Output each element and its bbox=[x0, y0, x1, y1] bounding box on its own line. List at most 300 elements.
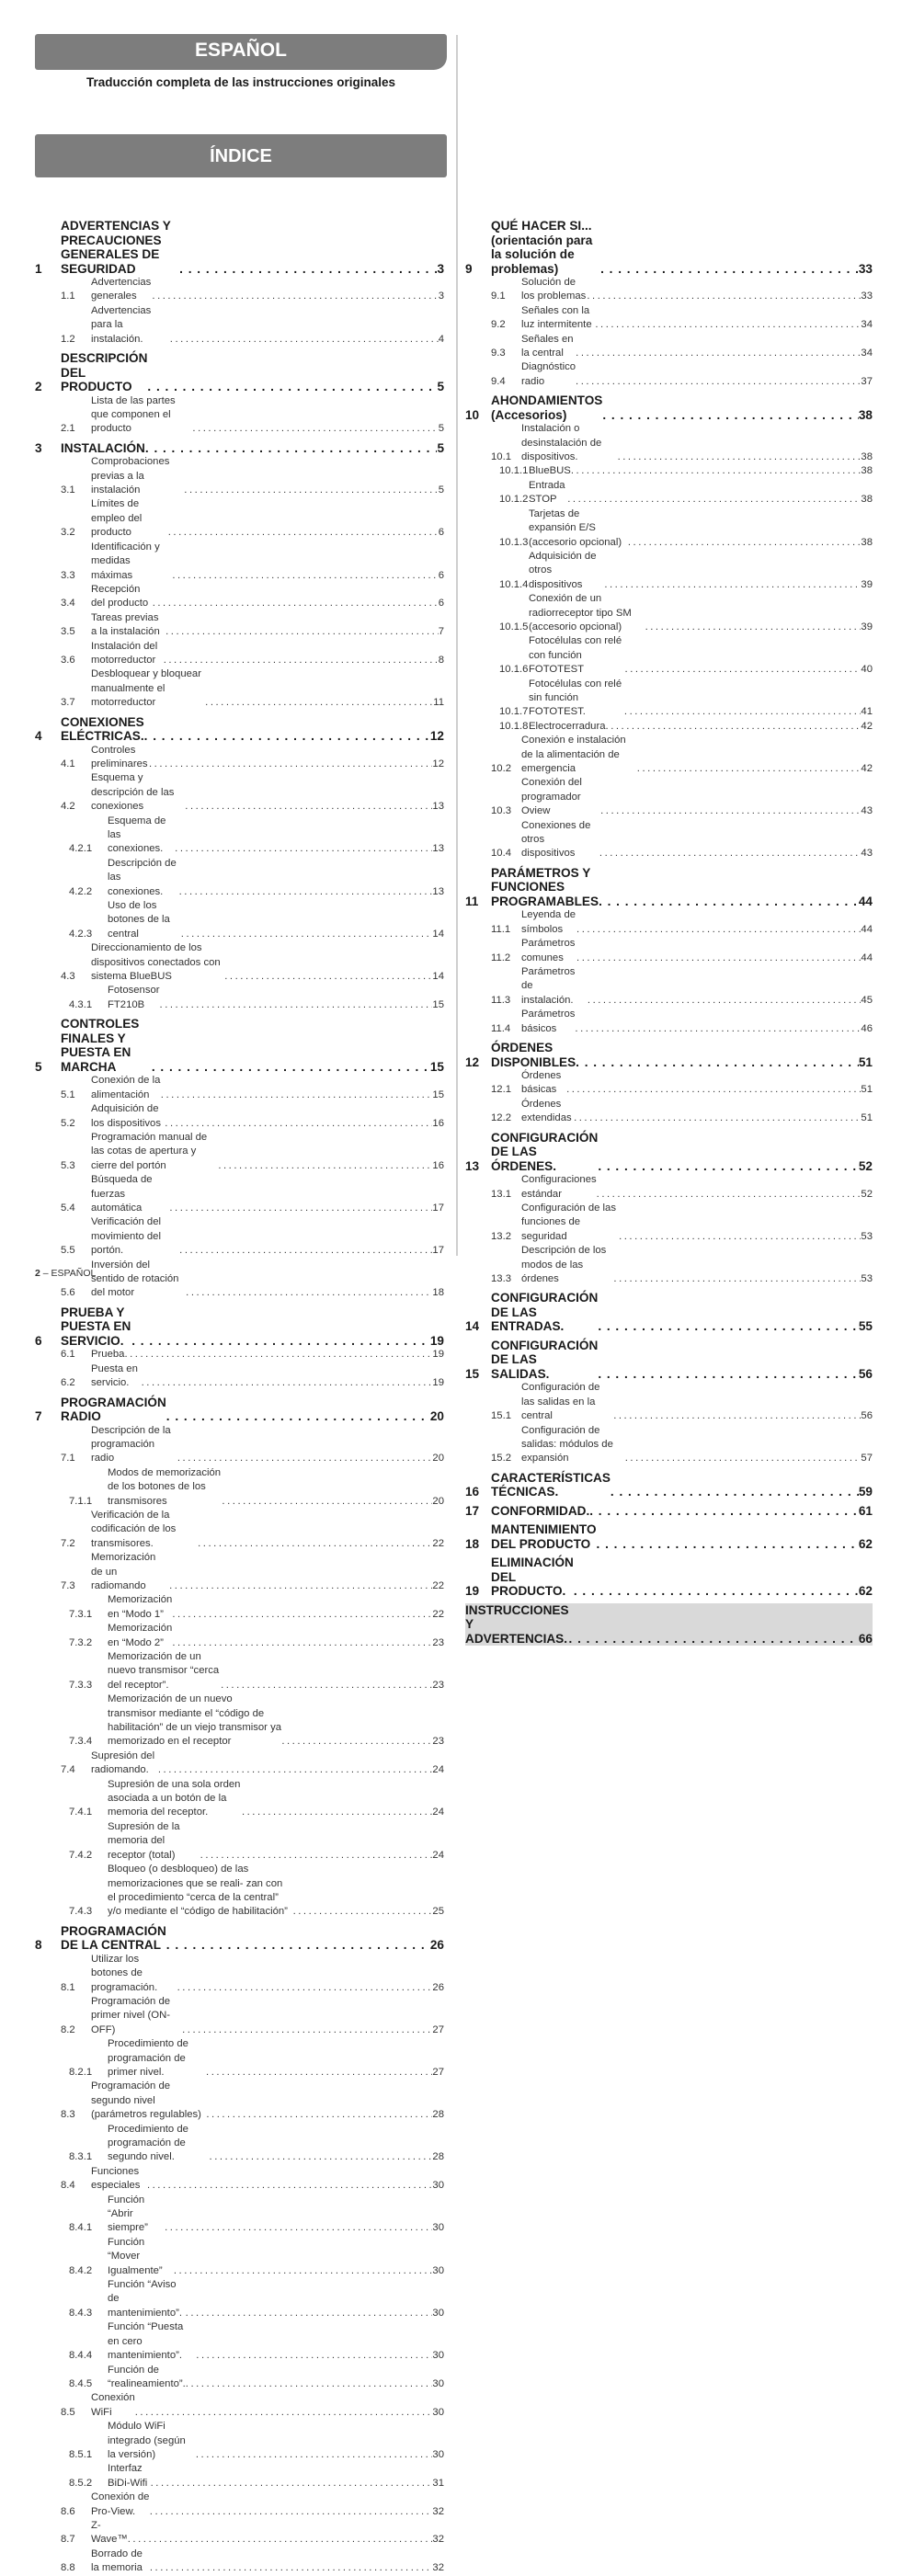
toc-entry[interactable] bbox=[35, 1305, 444, 1349]
toc-entry[interactable] bbox=[35, 1424, 444, 1466]
toc-entry[interactable] bbox=[465, 393, 873, 422]
toc-entry-number: 7.3.2 bbox=[69, 1636, 93, 1648]
toc-entry-title: Tarjetas de expansión E/S (accesorio opcional) bbox=[529, 507, 622, 548]
toc-leader-dots bbox=[218, 1159, 432, 1173]
toc-entry-page: 53 bbox=[861, 1230, 873, 1242]
toc-entry-page: 5 bbox=[437, 380, 444, 394]
toc-entry-number: 3.7 bbox=[61, 697, 75, 709]
toc-leader-dots bbox=[169, 1579, 432, 1593]
toc-leader-dots bbox=[128, 2533, 433, 2547]
toc-leader-dots bbox=[182, 2023, 432, 2037]
toc-entry-title: Prueba bbox=[91, 1349, 125, 1361]
toc-entry-number: 8.5.1 bbox=[69, 2448, 93, 2460]
toc-entry[interactable] bbox=[35, 1650, 444, 1693]
toc-entry-title: Fotocélulas con relé con función FOTOTEST bbox=[529, 635, 622, 676]
toc-entry-number: 17 bbox=[465, 1503, 480, 1518]
toc-entry-number: 11.3 bbox=[491, 994, 511, 1006]
toc-entry-title: ADVERTENCIAS Y PRECAUCIONES GENERALES DE SEGURIDAD bbox=[61, 219, 171, 276]
toc-entry-number: 10.1.8 bbox=[499, 720, 529, 732]
toc-entry-number: 10 bbox=[465, 407, 480, 422]
toc-entry[interactable] bbox=[35, 1362, 444, 1391]
toc-entry-title: Conexiones de otros dispositivos bbox=[521, 819, 591, 860]
toc-leader-dots bbox=[169, 1202, 432, 1215]
toc-entry-number: 7 bbox=[35, 1409, 42, 1423]
toc-entry-page: 17 bbox=[432, 1202, 444, 1214]
toc-leader-dots bbox=[165, 1117, 432, 1131]
toc-entry-title: Direccionamiento de los dispositivos conectados con sistema BlueBUS bbox=[91, 942, 221, 983]
toc-entry[interactable] bbox=[35, 1863, 444, 1920]
toc-entry-number: 5.6 bbox=[61, 1287, 75, 1299]
toc-entry-title: INSTALACIÓN bbox=[61, 440, 145, 455]
toc-leader-dots bbox=[131, 1334, 430, 1349]
toc-entry[interactable] bbox=[35, 441, 444, 456]
toc-leader-dots bbox=[147, 2179, 432, 2193]
toc-leader-dots bbox=[152, 290, 438, 303]
toc-entry-title: PARÁMETROS Y FUNCIONES PROGRAMABLES bbox=[491, 865, 599, 908]
toc-leader-dots bbox=[571, 464, 862, 478]
toc-entry-number: 15.2 bbox=[491, 1453, 511, 1465]
toc-leader-dots bbox=[575, 1022, 861, 1036]
toc-entry-number: 8.5 bbox=[61, 2406, 75, 2418]
toc-entry[interactable] bbox=[35, 1509, 444, 1551]
toc-entry-number: 9.1 bbox=[491, 291, 506, 302]
toc-entry-page: 51 bbox=[858, 1054, 873, 1069]
toc-entry[interactable] bbox=[465, 507, 873, 550]
toc-entry[interactable] bbox=[35, 1173, 444, 1215]
toc-entry-title: ÓRDENES DISPONIBLES bbox=[491, 1041, 576, 1069]
toc-entry-page: 8 bbox=[438, 654, 444, 666]
toc-entry[interactable] bbox=[35, 1622, 444, 1650]
toc-leader-dots bbox=[150, 2561, 433, 2575]
toc-entry[interactable] bbox=[35, 2391, 444, 2420]
toc-leader-dots bbox=[149, 758, 432, 771]
toc-entry-page: 44 bbox=[861, 923, 873, 935]
toc-entry-number: 16 bbox=[465, 1485, 480, 1499]
toc-entry-number: 4.2.1 bbox=[69, 843, 93, 855]
toc-entry[interactable] bbox=[465, 1041, 873, 1069]
toc-entry-title: Programación manual de las cotas de apertura y cierre del portón bbox=[91, 1131, 208, 1171]
toc-entry[interactable] bbox=[35, 1466, 444, 1509]
toc-entry[interactable] bbox=[35, 941, 444, 984]
toc-entry[interactable] bbox=[35, 2320, 444, 2363]
toc-entry-number: 8.4.3 bbox=[69, 2307, 93, 2319]
toc-entry[interactable] bbox=[465, 678, 873, 720]
toc-entry-title: Descripción de las conexiones. bbox=[108, 857, 177, 897]
toc-entry-title: Esquema y descripción de las conexiones bbox=[91, 772, 175, 813]
toc-entry[interactable] bbox=[465, 592, 873, 634]
toc-entry-number: 7.4.3 bbox=[69, 1906, 93, 1918]
toc-leader-dots bbox=[606, 720, 862, 734]
toc-entry[interactable] bbox=[35, 497, 444, 540]
toc-entry-number: 11.1 bbox=[491, 923, 511, 935]
toc-entry-page: 18 bbox=[432, 1287, 444, 1299]
toc-entry-page: 20 bbox=[432, 1495, 444, 1507]
toc-entry-page: 23 bbox=[432, 1636, 444, 1648]
toc-entry[interactable] bbox=[35, 351, 444, 394]
toc-entry-title: Inversión del sentido de rotación del motor bbox=[91, 1259, 179, 1299]
toc-entry[interactable] bbox=[35, 857, 444, 899]
toc-entry[interactable] bbox=[465, 304, 873, 333]
toc-entry-title: Parámetros básicos bbox=[521, 1009, 576, 1034]
toc-entry-page: 30 bbox=[432, 2222, 444, 2234]
toc-entry[interactable] bbox=[35, 1215, 444, 1258]
page-footer bbox=[35, 1268, 96, 1279]
toc-entry-number: 10.1.4 bbox=[499, 578, 529, 590]
toc-entry[interactable] bbox=[35, 2462, 444, 2491]
toc-entry-number: 7.4 bbox=[61, 1764, 75, 1776]
toc-entry-page: 23 bbox=[432, 1736, 444, 1748]
toc-entry[interactable] bbox=[35, 2420, 444, 2462]
toc-entry[interactable] bbox=[35, 1953, 444, 1995]
toc-entry[interactable] bbox=[465, 1504, 873, 1519]
toc-entry[interactable] bbox=[35, 304, 444, 347]
toc-leader-dots bbox=[602, 408, 859, 423]
toc-leader-dots bbox=[599, 847, 862, 861]
toc-leader-dots bbox=[598, 1319, 859, 1334]
toc-entry-page: 11 bbox=[433, 697, 444, 709]
toc-entry[interactable] bbox=[35, 1693, 444, 1750]
toc-leader-dots bbox=[152, 1060, 430, 1075]
toc-entry[interactable] bbox=[465, 1069, 873, 1098]
toc-entry-page: 30 bbox=[432, 2406, 444, 2418]
toc-entry[interactable] bbox=[465, 479, 873, 507]
toc-entry[interactable] bbox=[35, 1750, 444, 1778]
toc-entry-number: 4.3 bbox=[61, 971, 75, 983]
toc-entry-number: 11.4 bbox=[491, 1022, 511, 1034]
toc-entry-page: 6 bbox=[438, 598, 444, 610]
toc-entry[interactable] bbox=[465, 550, 873, 592]
toc-leader-dots bbox=[165, 625, 439, 639]
toc-entry[interactable] bbox=[35, 1017, 444, 1074]
toc-leader-dots bbox=[170, 333, 439, 347]
toc-entry-page: 55 bbox=[858, 1319, 873, 1334]
toc-entry[interactable] bbox=[35, 2519, 444, 2548]
toc-entry-page: 26 bbox=[429, 1938, 444, 1953]
toc-entry-page: 39 bbox=[861, 621, 873, 633]
toc-entry-page: 19 bbox=[429, 1333, 444, 1348]
toc-entry[interactable] bbox=[465, 1008, 873, 1036]
toc-leader-dots bbox=[625, 663, 862, 677]
toc-entry[interactable] bbox=[35, 1074, 444, 1102]
toc-entry[interactable] bbox=[465, 1173, 873, 1202]
toc-entry[interactable] bbox=[35, 1995, 444, 2037]
toc-entry[interactable] bbox=[35, 984, 444, 1012]
toc-entry[interactable] bbox=[35, 1820, 444, 1863]
toc-leader-dots bbox=[166, 1938, 430, 1953]
toc-leader-dots bbox=[161, 1089, 433, 1102]
toc-entry[interactable] bbox=[35, 2236, 444, 2278]
language-banner: ESPAÑOL bbox=[35, 34, 447, 70]
toc-entry-number: 13 bbox=[465, 1158, 480, 1173]
toc-leader-dots bbox=[179, 262, 437, 277]
toc-entry-number: 5.5 bbox=[61, 1245, 75, 1257]
toc-entry-title: Controles preliminares bbox=[91, 744, 148, 769]
toc-entry[interactable] bbox=[465, 1244, 873, 1286]
toc-entry-title: Configuración de las salidas en la central bbox=[521, 1382, 600, 1422]
toc-entry-page: 12 bbox=[429, 729, 444, 744]
toc-entry[interactable] bbox=[35, 455, 444, 497]
toc-leader-dots bbox=[574, 1584, 859, 1599]
toc-leader-dots bbox=[142, 1376, 433, 1390]
toc-entry[interactable] bbox=[465, 1131, 873, 1174]
toc-entry[interactable] bbox=[465, 422, 873, 464]
toc-entry-title: Adquisición de otros dispositivos bbox=[529, 550, 597, 590]
toc-entry-number: 2.1 bbox=[61, 423, 75, 435]
toc-leader-dots bbox=[597, 1537, 859, 1552]
toc-entry-page: 27 bbox=[432, 2066, 444, 2078]
toc-leader-dots bbox=[192, 422, 438, 436]
toc-entry-number: 7.1 bbox=[61, 1453, 75, 1465]
toc-entry-title: Bloqueo (o desbloqueo) de las memorizaciones que se reali- zan con el procedimiento “cerca de la central” y/o mediante el “código de habilitación” bbox=[108, 1864, 288, 1918]
toc-entry-title: Configuración de las funciones de seguridad bbox=[521, 1202, 616, 1242]
toc-entry[interactable] bbox=[465, 720, 873, 734]
toc-entry[interactable] bbox=[465, 734, 873, 776]
toc-entry[interactable] bbox=[35, 899, 444, 941]
toc-entry-title: Funciones especiales bbox=[91, 2165, 141, 2192]
toc-entry[interactable] bbox=[35, 1102, 444, 1131]
toc-entry-page: 61 bbox=[858, 1503, 873, 1518]
toc-entry[interactable] bbox=[35, 1593, 444, 1622]
toc-entry[interactable] bbox=[465, 1339, 873, 1382]
toc-leader-dots bbox=[600, 804, 861, 818]
toc-entry-page: 23 bbox=[432, 1679, 444, 1691]
toc-entry[interactable] bbox=[465, 1556, 873, 1599]
toc-entry-number: 9.3 bbox=[491, 348, 506, 359]
toc-entry-page: 56 bbox=[861, 1410, 873, 1422]
toc-entry-title: Advertencias generales bbox=[91, 277, 152, 302]
toc-entry-title: DESCRIPCIÓN DEL PRODUCTO bbox=[61, 351, 148, 394]
toc-entry-title: Conexión de un radiorreceptor tipo SM (accesorio opcional) bbox=[529, 593, 632, 633]
toc-entry-title: BlueBUS bbox=[529, 465, 571, 477]
toc-entry-page: 53 bbox=[861, 1272, 873, 1284]
toc-entry-number: 8.4 bbox=[61, 2180, 75, 2192]
toc-entry-title: Verificación del movimiento del portón. bbox=[91, 1216, 161, 1257]
toc-entry[interactable] bbox=[465, 965, 873, 1008]
toc-entry[interactable] bbox=[465, 333, 873, 361]
toc-entry[interactable] bbox=[35, 1131, 444, 1173]
toc-entry-title: Comprobaciones previas a la instalación bbox=[91, 456, 170, 496]
toc-entry[interactable] bbox=[35, 771, 444, 814]
toc-entry[interactable] bbox=[35, 1551, 444, 1593]
toc-entry-page: 30 bbox=[432, 2264, 444, 2276]
toc-entry-number: 7.3.1 bbox=[69, 1608, 93, 1620]
toc-entry-page: 31 bbox=[432, 2477, 444, 2489]
toc-leader-dots bbox=[625, 1452, 862, 1465]
toc-entry-page: 33 bbox=[861, 291, 873, 302]
toc-leader-dots bbox=[196, 2349, 432, 2363]
toc-entry[interactable] bbox=[465, 1291, 873, 1334]
toc-entry[interactable] bbox=[35, 541, 444, 583]
toc-entry-number: 11.2 bbox=[491, 952, 511, 963]
toc-entry[interactable] bbox=[465, 937, 873, 965]
toc-entry-number: 10.4 bbox=[491, 848, 511, 860]
toc-entry-title: Función de “realineamiento”. bbox=[108, 2364, 186, 2389]
toc-entry-title: Función “Mover Igualmente” bbox=[108, 2236, 163, 2276]
toc-entry-page: 16 bbox=[432, 1117, 444, 1129]
toc-leader-dots bbox=[151, 2477, 433, 2491]
toc-entry-number: 8.4.2 bbox=[69, 2264, 93, 2276]
toc-entry-page: 44 bbox=[861, 952, 873, 963]
toc-entry-title: Advertencias para la instalación. bbox=[91, 304, 152, 345]
toc-entry[interactable] bbox=[35, 2194, 444, 2236]
toc-entry[interactable] bbox=[35, 2165, 444, 2194]
toc-entry-page: 52 bbox=[858, 1158, 873, 1173]
toc-entry-title: Fotosensor FT210B bbox=[108, 985, 160, 1010]
toc-entry[interactable] bbox=[465, 1202, 873, 1244]
toc-entry[interactable] bbox=[35, 2080, 444, 2122]
toc-entry[interactable] bbox=[465, 634, 873, 677]
toc-entry[interactable] bbox=[35, 2548, 444, 2576]
toc-entry-number: 1.1 bbox=[61, 291, 75, 302]
toc-entry[interactable] bbox=[465, 1471, 873, 1499]
toc-entry[interactable] bbox=[35, 815, 444, 857]
toc-entry[interactable] bbox=[35, 2364, 444, 2392]
toc-entry-title: Órdenes básicas bbox=[521, 1070, 562, 1096]
toc-entry-page: 13 bbox=[432, 801, 444, 813]
toc-entry-title: Instalación o desinstalación de dispositivos. bbox=[521, 423, 602, 463]
toc-entry-title: Solución de los problemas bbox=[521, 277, 587, 302]
toc-entry[interactable] bbox=[35, 640, 444, 668]
toc-leader-dots bbox=[588, 994, 862, 1008]
toc-leader-dots bbox=[186, 2377, 433, 2391]
toc-entry[interactable] bbox=[35, 1924, 444, 1953]
toc-leader-dots bbox=[145, 441, 438, 456]
toc-entry-title: Supresión del radiomando. bbox=[91, 1750, 155, 1776]
toc-entry-title: Descripción de los modos de las órdenes bbox=[521, 1245, 607, 1284]
toc-entry[interactable] bbox=[35, 2123, 444, 2165]
toc-entry[interactable] bbox=[465, 908, 873, 937]
toc-entry-number: 13.3 bbox=[491, 1272, 511, 1284]
toc-entry-number: 11 bbox=[465, 894, 479, 908]
toc-entry-page: 5 bbox=[437, 440, 444, 455]
toc-entry-number: 8.2 bbox=[61, 2023, 75, 2035]
toc-entry-number: 8.5.2 bbox=[69, 2477, 93, 2489]
toc-entry[interactable] bbox=[35, 715, 444, 744]
toc-entry-title: Entrada STOP bbox=[529, 479, 565, 506]
toc-leader-dots bbox=[624, 705, 862, 719]
toc-leader-dots bbox=[135, 2406, 433, 2420]
toc-entry-title: Supresión de una sola orden asociada a un botón de la memoria del receptor. bbox=[108, 1778, 241, 1818]
toc-leader-dots bbox=[600, 262, 859, 277]
toc-entry-number: 8.4.1 bbox=[69, 2222, 93, 2234]
toc-leader-dots bbox=[150, 2505, 433, 2519]
toc-entry[interactable] bbox=[35, 744, 444, 772]
toc-leader-dots bbox=[221, 1679, 432, 1693]
toc-entry-number: 4 bbox=[35, 729, 42, 744]
toc-left-column bbox=[35, 214, 444, 2576]
toc-entry[interactable] bbox=[465, 866, 873, 909]
toc-entry[interactable] bbox=[465, 464, 873, 478]
toc-entry[interactable] bbox=[35, 667, 444, 710]
toc-leader-dots bbox=[222, 1495, 432, 1509]
toc-entry[interactable] bbox=[465, 1424, 873, 1466]
toc-leader-dots bbox=[160, 998, 433, 1012]
toc-entry-title: Instalación del motorreductor bbox=[91, 640, 158, 666]
toc-leader-dots bbox=[179, 885, 433, 899]
toc-leader-dots bbox=[186, 2307, 433, 2320]
toc-entry-title: Fotocélulas con relé sin función FOTOTEST. bbox=[529, 678, 622, 718]
toc-entry-title: Parámetros comunes bbox=[521, 938, 576, 963]
toc-entry[interactable] bbox=[465, 776, 873, 818]
toc-entry-title: Recepción del producto bbox=[91, 583, 149, 610]
toc-entry-title: CONEXIONES ELÉCTRICAS. bbox=[61, 714, 144, 744]
toc-entry[interactable] bbox=[35, 1259, 444, 1301]
toc-leader-dots bbox=[618, 450, 862, 464]
toc-entry-page: 30 bbox=[432, 2307, 444, 2319]
toc-entry[interactable] bbox=[465, 1098, 873, 1126]
toc-entry-number: 5.1 bbox=[61, 1089, 75, 1100]
toc-entry[interactable] bbox=[35, 1348, 444, 1362]
toc-entry-title: Descripción de la programación radio bbox=[91, 1424, 171, 1465]
toc-entry[interactable] bbox=[35, 2491, 444, 2519]
toc-entry-page: 5 bbox=[438, 423, 444, 435]
toc-entry-number: 7.4.1 bbox=[69, 1807, 93, 1818]
toc-entry-title: Procedimiento de programación de segundo nivel. bbox=[108, 2123, 188, 2163]
toc-entry[interactable] bbox=[35, 219, 444, 276]
toc-entry[interactable] bbox=[35, 1778, 444, 1820]
toc-leader-dots bbox=[576, 347, 861, 360]
toc-entry[interactable] bbox=[465, 1522, 873, 1551]
toc-entry[interactable] bbox=[465, 219, 873, 276]
toc-entry-page: 45 bbox=[861, 994, 873, 1006]
toc-entry[interactable] bbox=[35, 611, 444, 640]
toc-entry-number: 10.1.1 bbox=[499, 465, 529, 477]
toc-leader-dots bbox=[628, 536, 862, 550]
toc-leader-dots bbox=[595, 318, 861, 332]
toc-entry-number: 3.1 bbox=[61, 484, 75, 496]
toc-entry-title: Lista de las partes que componen el producto bbox=[91, 394, 176, 435]
toc-entry-number: 7.2 bbox=[61, 1537, 75, 1549]
toc-entry-page: 57 bbox=[861, 1453, 873, 1465]
toc-entry-page: 46 bbox=[861, 1022, 873, 1034]
toc-entry[interactable] bbox=[465, 276, 873, 304]
toc-entry-title: Esquema de las conexiones. bbox=[108, 815, 166, 855]
toc-entry-title: Conexión del programador Oview bbox=[521, 777, 582, 817]
toc-entry-page: 6 bbox=[438, 527, 444, 539]
toc-entry[interactable] bbox=[35, 394, 444, 437]
toc-leader-dots bbox=[569, 1632, 859, 1647]
toc-entry[interactable] bbox=[465, 1381, 873, 1423]
toc-entry[interactable] bbox=[35, 2037, 444, 2080]
toc-leader-dots bbox=[210, 2150, 433, 2164]
toc-entry-page: 66 bbox=[858, 1631, 873, 1646]
toc-entry-page: 32 bbox=[432, 2562, 444, 2574]
toc-entry[interactable] bbox=[35, 2278, 444, 2320]
toc-entry[interactable] bbox=[35, 276, 444, 304]
toc-entry-page: 15 bbox=[429, 1059, 444, 1074]
toc-leader-dots bbox=[172, 1636, 432, 1650]
toc-entry-title: Borrado de la memoria bbox=[91, 2548, 143, 2574]
toc-entry-title: Límites de empleo del producto bbox=[91, 498, 143, 539]
toc-entry-page: 32 bbox=[432, 2505, 444, 2517]
toc-entry-number: 8.2.1 bbox=[69, 2066, 93, 2078]
toc-entry[interactable] bbox=[465, 819, 873, 861]
toc-entry[interactable] bbox=[465, 360, 873, 389]
toc-entry-number: 3.5 bbox=[61, 626, 75, 638]
toc-entry-page: 33 bbox=[858, 261, 873, 276]
toc-entry-number: 19 bbox=[465, 1584, 480, 1599]
toc-entry-page: 30 bbox=[432, 2180, 444, 2192]
toc-entry[interactable] bbox=[35, 1396, 444, 1424]
toc-entry-number: 4.2.3 bbox=[69, 928, 93, 940]
toc-entry-number: 4.2 bbox=[61, 801, 75, 813]
toc-entry[interactable] bbox=[35, 583, 444, 611]
toc-entry-page: 24 bbox=[432, 1764, 444, 1776]
toc-entry-number: 8.3.1 bbox=[69, 2151, 93, 2163]
toc-entry[interactable] bbox=[465, 1603, 873, 1647]
toc-leader-dots bbox=[598, 1159, 859, 1174]
toc-entry-page: 38 bbox=[861, 536, 873, 548]
